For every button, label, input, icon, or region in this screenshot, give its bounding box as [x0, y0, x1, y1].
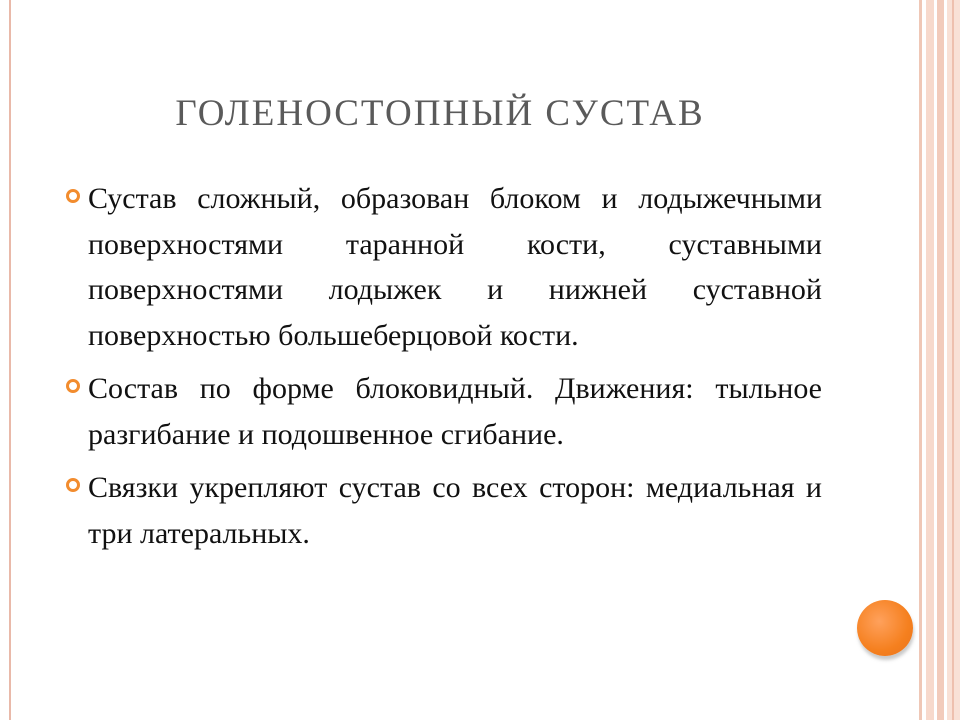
slide-title: ГОЛЕНОСТОПНЫЙ СУСТАВ [175, 93, 705, 134]
bullet-list [66, 176, 822, 564]
list-item [66, 366, 822, 457]
bullet-circle-icon [66, 478, 80, 492]
decorative-orange-circle [857, 600, 913, 656]
list-item [66, 176, 822, 358]
right-decorative-stripe [952, 0, 954, 720]
left-decorative-rule [9, 0, 11, 720]
bullet-circle-icon [66, 189, 80, 203]
bullet-text: Состав по форме блоковидный. Движения: тыльное разгибание и подошвенное сгибание. [88, 372, 822, 451]
right-decorative-stripe [926, 0, 934, 720]
bullet-text: Сустав сложный, образован блоком и лодыжечными поверхностями таранной кости, суставными поверхностями лодыжек и нижней суставной поверхностью большеберцовой кости. [88, 182, 822, 352]
bullet-text: Связки укрепляют сустав со всех сторон: медиальная и три латеральных. [88, 471, 822, 550]
bullet-circle-icon [66, 379, 80, 393]
right-decorative-stripe [937, 0, 944, 720]
right-decorative-stripe [919, 0, 922, 720]
list-item [66, 465, 822, 556]
